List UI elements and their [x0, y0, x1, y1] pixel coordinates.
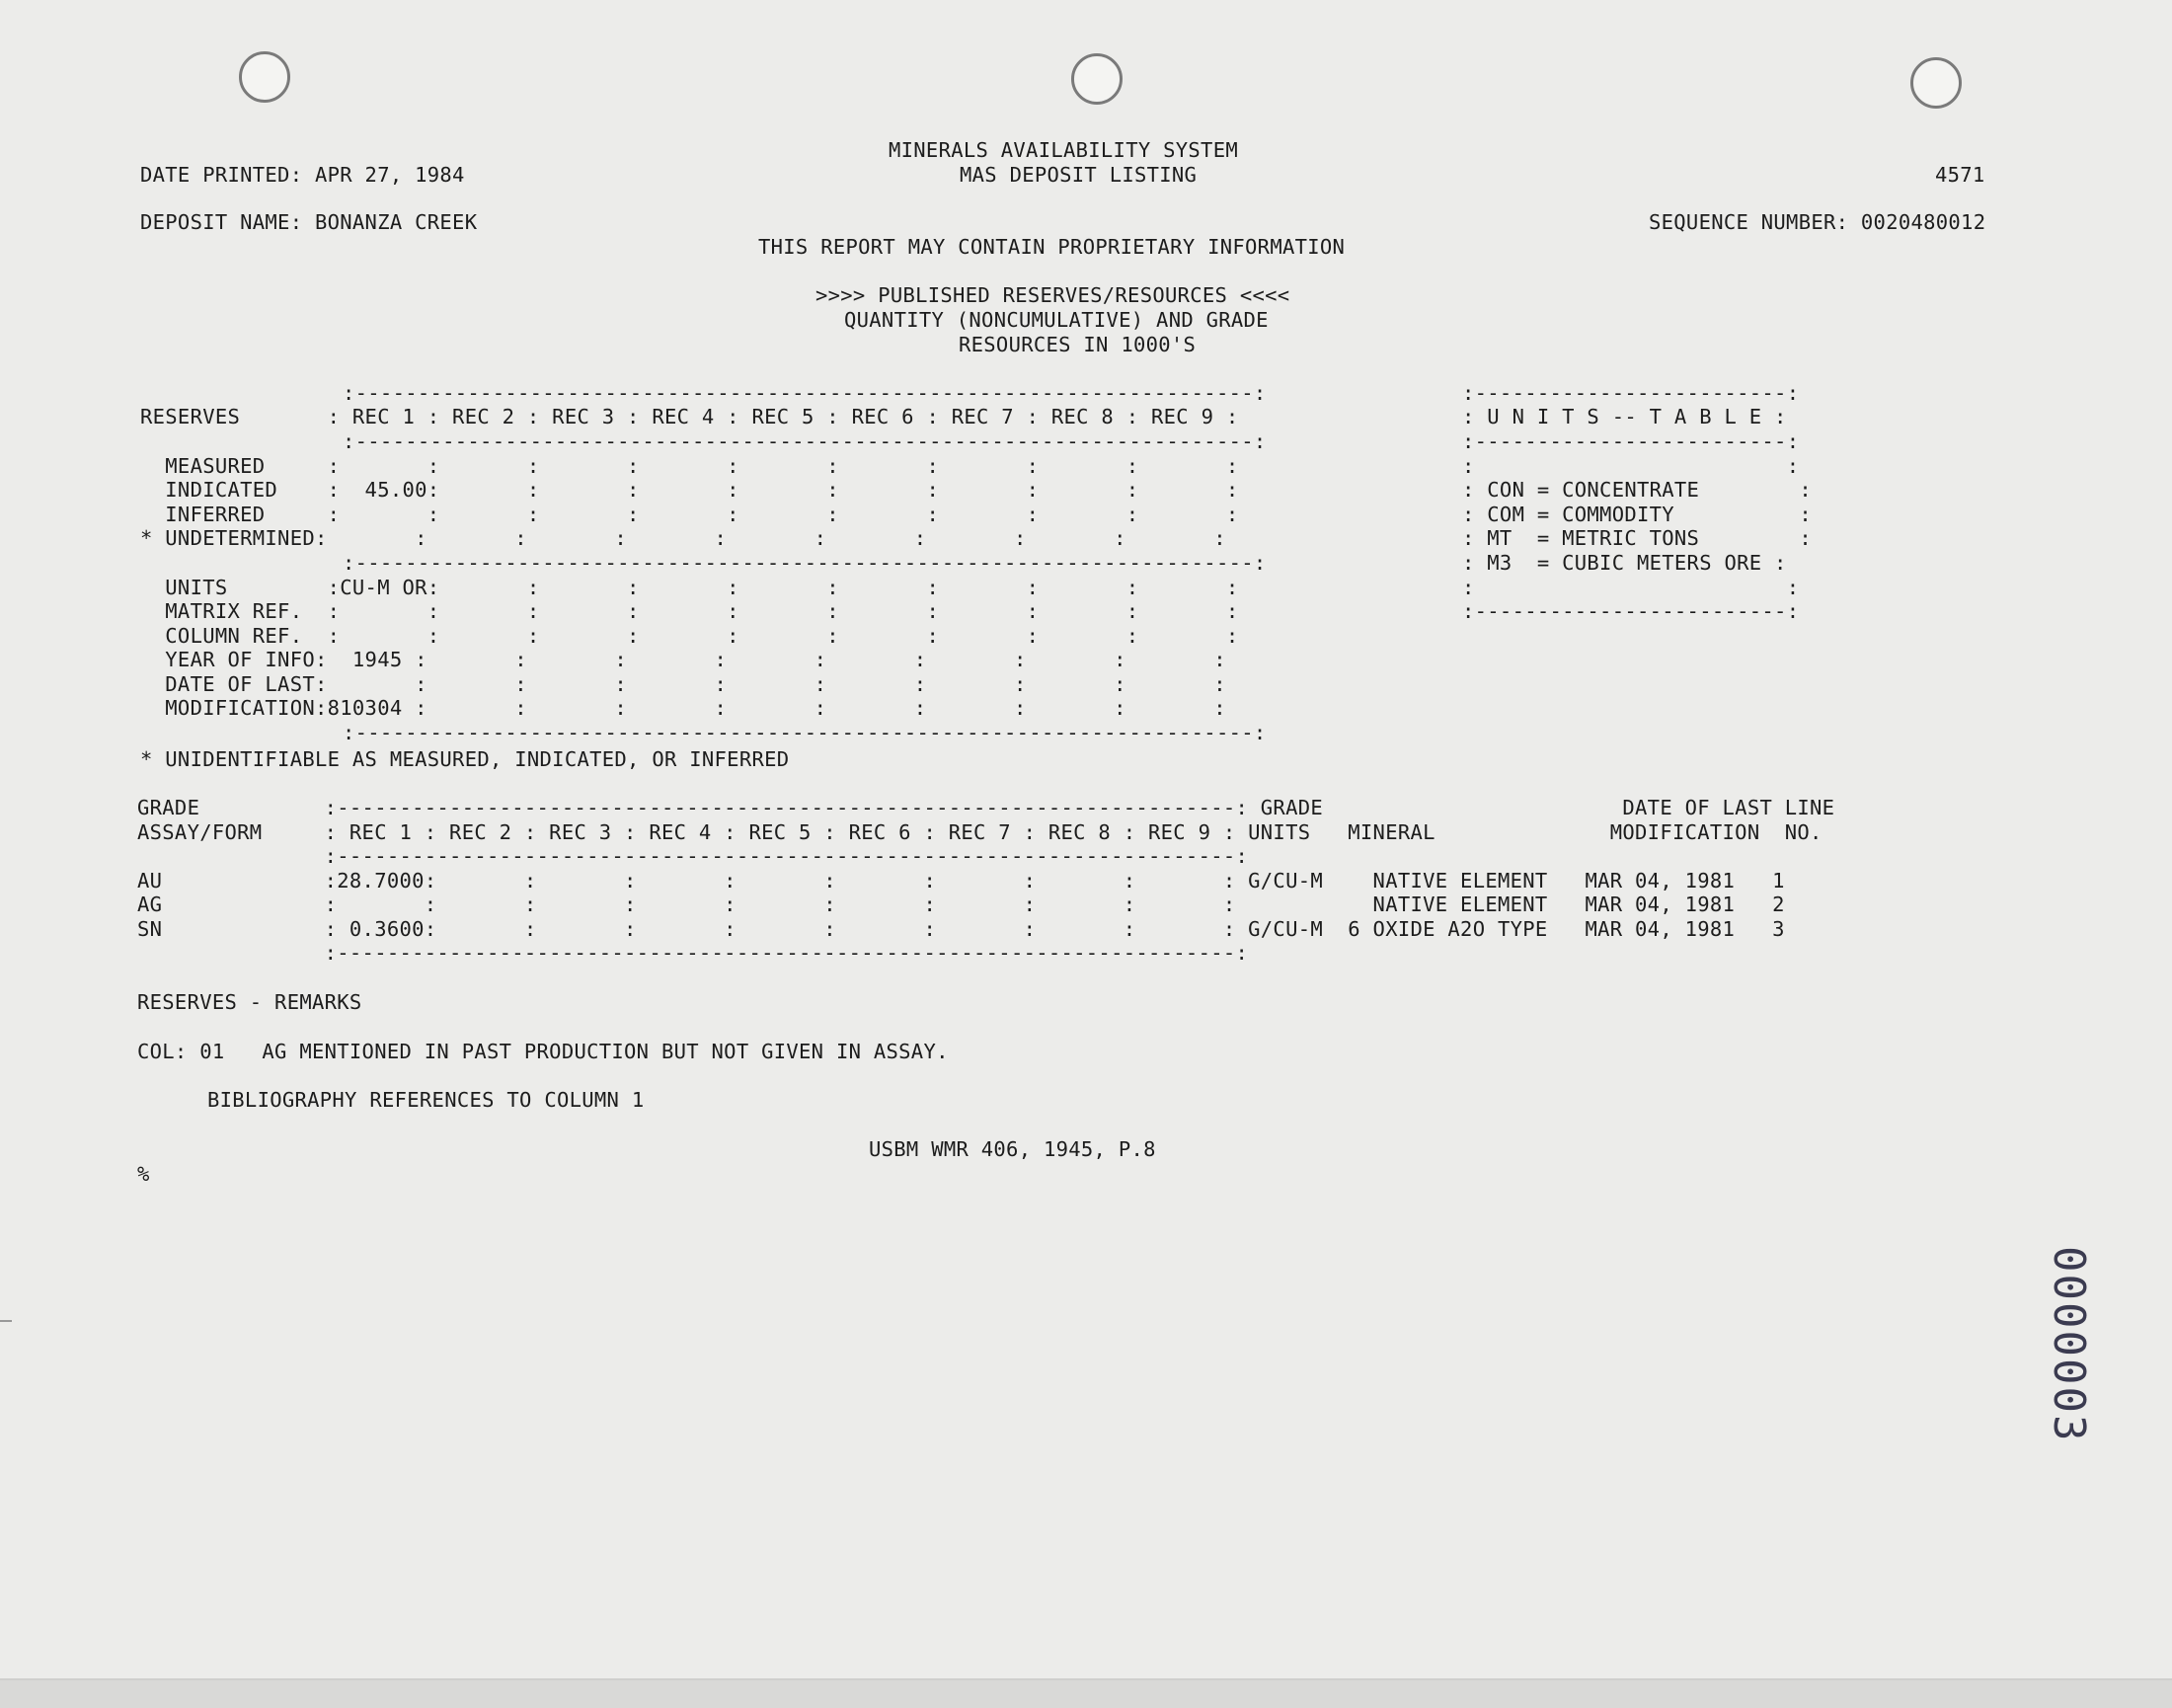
reserves-row-modification: MODIFICATION:810304 : : : : : : : : : [140, 696, 1226, 720]
grade-bottom-rule: :------------------------------------------------------------------------: [137, 941, 1249, 965]
reserves-mid-rule: :------------------------------------------------------------------------: [343, 551, 1267, 575]
units-table-title: : U N I T S -- T A B L E : [1462, 405, 1787, 428]
units-table-bottom-rule: :-------------------------: [1462, 599, 1800, 623]
reserves-row-inferred: INFERRED : : : : : : : : : : [140, 503, 1239, 526]
grade-row-au: AU :28.7000: : : : : : : : : G/CU-M NATIVE ELEMENT MAR 04, 1981 1 [137, 869, 1785, 893]
reserves-header-rule: :------------------------------------------------------------------------: [343, 429, 1267, 453]
reserves-row-date-of-last: DATE OF LAST: : : : : : : : : : [140, 672, 1226, 696]
reserves-row-matrix-ref: MATRIX REF. : : : : : : : : : : [140, 599, 1239, 623]
reserves-row-units: UNITS :CU-M OR: : : : : : : : : [140, 576, 1239, 599]
grade-header-rule: :------------------------------------------------------------------------: [137, 844, 1249, 868]
units-table-header-rule: :-------------------------: [1462, 429, 1800, 453]
bibliography-reference: USBM WMR 406, 1945, P.8 [869, 1137, 1156, 1161]
units-entry-mt: : MT = METRIC TONS : [1462, 526, 1812, 550]
reserves-row-column-ref: COLUMN REF. : : : : : : : : : : [140, 624, 1239, 648]
deposit-name: DEPOSIT NAME: BONANZA CREEK [140, 210, 478, 234]
sequence-number: SEQUENCE NUMBER: 0020480012 [1649, 210, 1986, 234]
reserves-row-indicated: INDICATED : 45.00: : : : : : : : : [140, 478, 1239, 502]
grade-header-row1: GRADE :------------------------------------------------------------------------: GRADE DATE OF LAST LINE [137, 796, 1835, 819]
remarks-title: RESERVES - REMARKS [137, 990, 362, 1014]
system-title: MINERALS AVAILABILITY SYSTEM [889, 138, 1238, 162]
margin-tick [0, 1320, 12, 1322]
grade-row-ag: AG : : : : : : : : : : NATIVE ELEMENT MAR 04, 1981 2 [137, 893, 1785, 916]
reserves-row-measured: MEASURED : : : : : : : : : : [140, 454, 1239, 478]
proprietary-notice: THIS REPORT MAY CONTAIN PROPRIETARY INFORMATION [758, 235, 1346, 259]
bibliography-title: BIBLIOGRAPHY REFERENCES TO COLUMN 1 [207, 1088, 645, 1112]
section-title: >>>> PUBLISHED RESERVES/RESOURCES <<<< [815, 283, 1290, 307]
section-subtitle-quantity: QUANTITY (NONCUMULATIVE) AND GRADE [844, 308, 1269, 332]
document-stamp-number: 0000003 [2044, 1246, 2094, 1443]
reserves-row-undetermined: * UNDETERMINED: : : : : : : : : : [140, 526, 1226, 550]
units-table-blank-bottom: : : [1462, 576, 1800, 599]
punch-hole-left [239, 51, 290, 103]
units-entry-m3: : M3 = CUBIC METERS ORE : [1462, 551, 1787, 575]
date-printed: DATE PRINTED: APR 27, 1984 [140, 163, 465, 187]
units-entry-com: : COM = COMMODITY : [1462, 503, 1812, 526]
reserves-bottom-rule: :------------------------------------------------------------------------: [343, 721, 1267, 744]
reserves-footnote: * UNIDENTIFIABLE AS MEASURED, INDICATED, OR INFERRED [140, 747, 790, 771]
page-number: 4571 [1935, 163, 1985, 187]
punch-hole-center [1071, 53, 1123, 105]
reserves-header-row: RESERVES : REC 1 : REC 2 : REC 3 : REC 4 : REC 5 : REC 6 : REC 7 : REC 8 : REC 9 : [140, 405, 1239, 428]
listing-title: MAS DEPOSIT LISTING [960, 163, 1198, 187]
scanner-bottom-strip [0, 1678, 2172, 1708]
grade-row-sn: SN : 0.3600: : : : : : : : : G/CU-M 6 OXIDE A2O TYPE MAR 04, 1981 3 [137, 917, 1785, 941]
remarks-col-01: COL: 01 AG MENTIONED IN PAST PRODUCTION BUT NOT GIVEN IN ASSAY. [137, 1040, 949, 1063]
reserves-row-year-of-info: YEAR OF INFO: 1945 : : : : : : : : : [140, 648, 1226, 671]
punch-hole-right [1910, 57, 1962, 109]
reserves-top-rule: :------------------------------------------------------------------------: [343, 381, 1267, 405]
grade-header-row2: ASSAY/FORM : REC 1 : REC 2 : REC 3 : REC 4 : REC 5 : REC 6 : REC 7 : REC 8 : REC 9 : UNITS MINERAL MODIFICATION NO. [137, 820, 1823, 844]
units-entry-con: : CON = CONCENTRATE : [1462, 478, 1812, 502]
units-table-top-rule: :-------------------------: [1462, 381, 1800, 405]
units-table-blank-top: : : [1462, 454, 1800, 478]
section-subtitle-resources: RESOURCES IN 1000'S [959, 333, 1197, 356]
end-mark: % [137, 1162, 150, 1186]
